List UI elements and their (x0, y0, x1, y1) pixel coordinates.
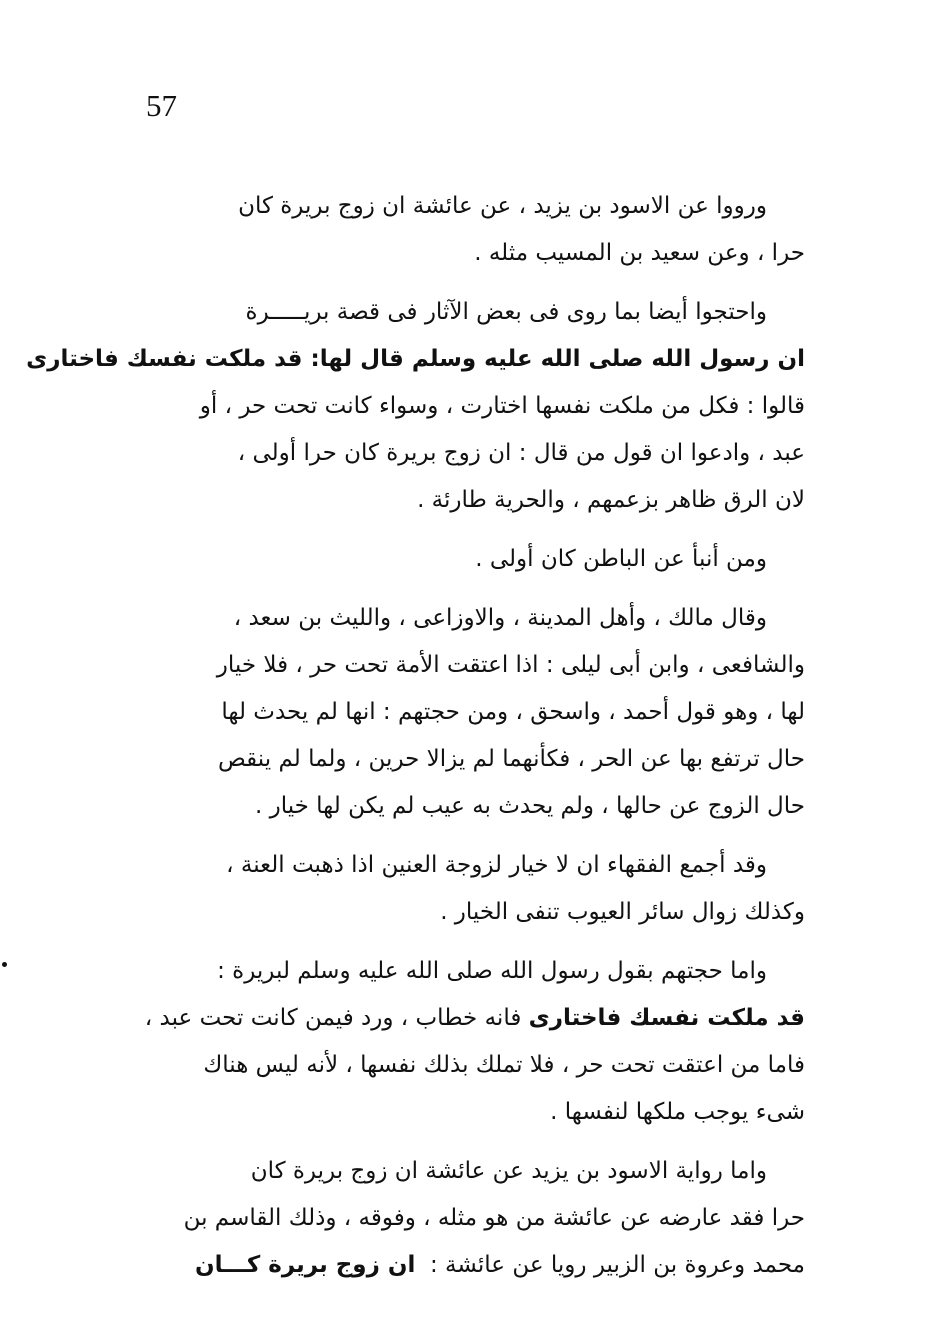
body-text (26, 183, 805, 1301)
text-segment: محمد وعروة بن الزبير رويا عن عائشة : (429, 1252, 805, 1278)
text-line: والشافعى ، وابن أبى ليلى : اذا اعتقت الأمة تحت حر ، فلا خيار (216, 652, 805, 678)
text-line: ورووا عن الاسود بن يزيد ، عن عائشة ان زوج بريرة كان (238, 193, 767, 219)
text-line: شىء يوجب ملكها لنفسها . (550, 1099, 805, 1125)
text-line: لها ، وهو قول أحمد ، واسحق ، ومن حجتهم : انها لم يحدث لها (221, 699, 805, 725)
text-line: واحتجوا أيضا بما روى فى بعض الآثار فى قصة بريـــــرة (245, 299, 767, 325)
text-line-bold: ان رسول الله صلى الله عليه وسلم قال لها: قد ملكت نفسك فاختارى (26, 346, 805, 372)
text-line: حرا فقد عارضه عن عائشة من هو مثله ، وفوقه ، وذلك القاسم بن (183, 1205, 805, 1231)
paragraph-6 (130, 948, 805, 1136)
text-line-mixed (130, 995, 805, 1042)
text-line: حال ترتفع بها عن الحر ، فكأنهما لم يزالا حرين ، ولما لم ينقص (217, 746, 805, 772)
paragraph-1 (130, 183, 805, 277)
text-segment: فانه خطاب ، ورد فيمن كانت تحت عبد ، (144, 1005, 522, 1031)
paragraph-3 (130, 536, 805, 583)
text-line-mixed (130, 1242, 805, 1289)
quoted-phrase-bold: ان زوج بريرة كـــان (195, 1252, 416, 1278)
paragraph-5 (130, 842, 805, 936)
text-line: وكذلك زوال سائر العيوب تنفى الخيار . (440, 899, 805, 925)
page-number: 57 (146, 88, 177, 123)
text-line: وقال مالك ، وأهل المدينة ، والاوزاعى ، والليث بن سعد ، (233, 605, 767, 631)
scan-speck (2, 962, 7, 967)
text-line: وقد أجمع الفقهاء ان لا خيار لزوجة العنين اذا ذهبت العنة ، (226, 852, 767, 878)
text-line: حال الزوج عن حالها ، ولم يحدث به عيب لم يكن لها خيار . (254, 793, 805, 819)
paragraph-4 (130, 595, 805, 830)
text-line: عبد ، وادعوا ان قول من قال : ان زوج بريرة كان حرا أولى ، (237, 440, 805, 466)
text-line: قالوا : فكل من ملكت نفسها اختارت ، وسواء كانت تحت حر ، أو (199, 393, 805, 419)
text-line: واما حجتهم بقول رسول الله صلى الله عليه وسلم لبريرة : (217, 958, 767, 984)
paragraph-2 (26, 289, 805, 524)
text-line: فاما من اعتقت تحت حر ، فلا تملك بذلك نفسها ، لأنه ليس هناك (203, 1052, 805, 1078)
text-line: واما رواية الاسود بن يزيد عن عائشة ان زوج بريرة كان (250, 1158, 767, 1184)
text-line: حرا ، وعن سعيد بن المسيب مثله . (474, 240, 805, 266)
text-line: ومن أنبأ عن الباطن كان أولى . (475, 546, 767, 572)
paragraph-7 (130, 1148, 805, 1289)
quoted-phrase-bold: قد ملكت نفسك فاختارى (528, 1005, 805, 1031)
text-line: لان الرق ظاهر بزعمهم ، والحرية طارئة . (417, 487, 805, 513)
